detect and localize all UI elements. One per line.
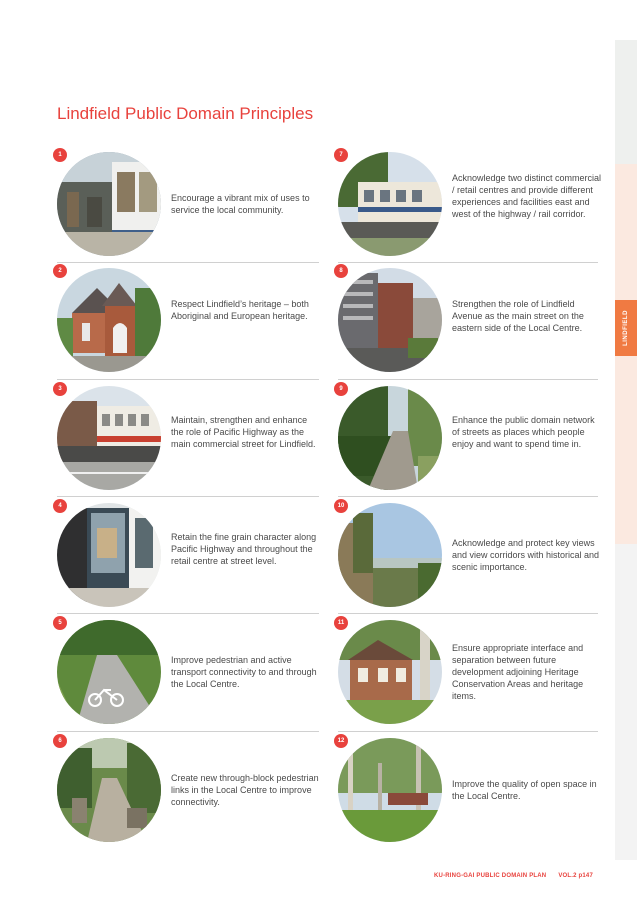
principle-number-badge: 6: [53, 734, 67, 748]
principle-5: [57, 620, 357, 724]
principle-3: [57, 386, 357, 490]
divider: [338, 496, 598, 497]
divider: [338, 613, 598, 614]
principle-12: [338, 738, 637, 842]
principle-number-badge: 7: [334, 148, 348, 162]
principle-text: Ensure appropriate interface and separation between future development adjoining Heritage Conservation Areas and heritage items.: [452, 643, 584, 701]
principle-number-badge: 10: [334, 499, 348, 513]
glass-shopfront-photo: [57, 503, 161, 607]
principle-text: Create new through-block pedestrian links in the Local Centre to improve connectivity.: [171, 773, 319, 807]
divider: [57, 262, 319, 263]
section-tab-bar: [615, 40, 637, 164]
principle-10: [338, 503, 637, 607]
principle-number-badge: 12: [334, 734, 348, 748]
divider: [57, 613, 319, 614]
principle-text: Acknowledge two distinct commercial / retail centres and provide different experiences and facilities east and west of the highway / rail corridor.: [452, 173, 602, 219]
principle-text: Improve pedestrian and active transport connectivity to and through the Local Centre.: [171, 655, 317, 689]
brick-church-photo: [57, 268, 161, 372]
principle-number-badge: 3: [53, 382, 67, 396]
principle-text: Respect Lindfield’s heritage – both Aboriginal and European heritage.: [171, 299, 309, 321]
principle-number-badge: 2: [53, 264, 67, 278]
principle-4: [57, 503, 357, 607]
avenue-shops-photo: [338, 152, 442, 256]
divider: [57, 379, 319, 380]
divider: [338, 379, 598, 380]
principle-text: Maintain, strengthen and enhance the role of Pacific Highway as the main commercial street for Lindfield.: [171, 415, 316, 449]
shopfront-arcade-photo: [57, 152, 161, 256]
principle-text: Retain the fine grain character along Pacific Highway and throughout the retail centre at street level.: [171, 532, 317, 566]
footer-doc-title: KU-RING-GAI PUBLIC DOMAIN PLAN: [434, 873, 547, 879]
bike-path-photo: [57, 620, 161, 724]
principle-number-badge: 4: [53, 499, 67, 513]
principle-7: [338, 152, 637, 256]
principle-number-badge: 5: [53, 616, 67, 630]
principle-2: [57, 268, 357, 372]
principle-number-badge: 11: [334, 616, 348, 630]
principle-number-badge: 8: [334, 264, 348, 278]
principle-text: Enhance the public domain network of streets as places which people enjoy and want to spend time in.: [452, 415, 595, 449]
side-tab-label: LINDFIELD: [623, 310, 629, 346]
park-trees-photo: [338, 738, 442, 842]
principle-9: [338, 386, 637, 490]
divider: [57, 496, 319, 497]
principle-text: Improve the quality of open space in the Local Centre.: [452, 779, 597, 801]
divider: [57, 731, 319, 732]
principle-number-badge: 9: [334, 382, 348, 396]
principle-text: Strengthen the role of Lindfield Avenue as the main street on the eastern side of the Local Centre.: [452, 299, 584, 333]
principle-number-badge: 1: [53, 148, 67, 162]
garden-walkway-photo: [57, 738, 161, 842]
principle-text: Encourage a vibrant mix of uses to service the local community.: [171, 193, 310, 215]
footer-page-number: VOL.2 p147: [558, 873, 594, 879]
hedge-lane-photo: [338, 386, 442, 490]
heritage-cottage-photo: [338, 620, 442, 724]
apartment-street-photo: [338, 268, 442, 372]
principle-8: [338, 268, 637, 372]
divider: [338, 262, 598, 263]
principle-11: [338, 620, 637, 724]
page-footer: [434, 873, 593, 879]
principle-6: [57, 738, 357, 842]
principle-text: Acknowledge and protect key views and view corridors with historical and scenic importance.: [452, 538, 600, 572]
divider: [338, 731, 598, 732]
treetop-view-photo: [338, 503, 442, 607]
highway-shops-photo: [57, 386, 161, 490]
principle-1: [57, 152, 357, 256]
page-title: Lindfield Public Domain Principles: [57, 104, 314, 123]
